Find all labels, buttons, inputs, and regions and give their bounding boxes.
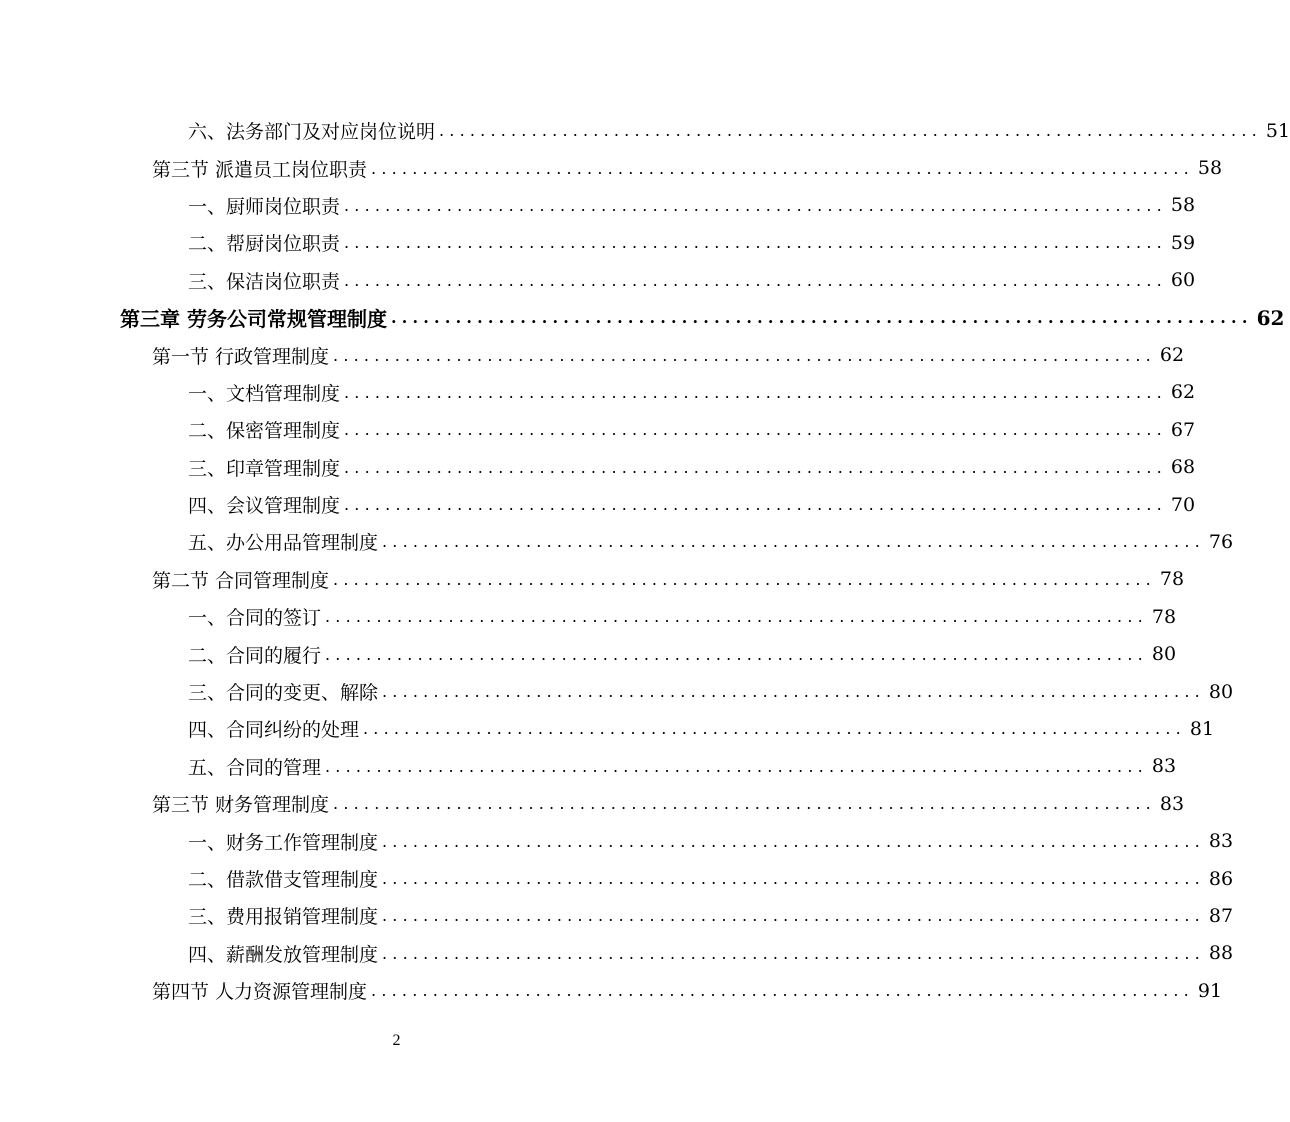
toc-leader-dots: ................................................................................ [390, 308, 1253, 328]
toc-entry-title: 一、合同的签订 [188, 603, 325, 630]
toc-leader-dots: ................................................................................ [325, 644, 1148, 664]
toc-entry-title: 五、合同的管理 [188, 753, 325, 780]
toc-entry[interactable] [0, 411, 1196, 448]
toc-entry-title: 四、合同纠纷的处理 [188, 715, 363, 742]
toc-entry-page: 83 [1151, 755, 1177, 778]
toc-leader-dots: ................................................................................ [382, 831, 1205, 851]
toc-entry-page: 58 [1170, 194, 1196, 217]
toc-entry[interactable] [0, 561, 1185, 598]
toc-entry-title: 四、薪酬发放管理制度 [188, 940, 382, 967]
toc-entry[interactable] [0, 299, 1285, 336]
toc-entry[interactable] [0, 635, 1177, 672]
toc-entry[interactable] [0, 598, 1177, 635]
toc-entry-page: 78 [1151, 605, 1177, 628]
toc-entry-title: 三、合同的变更、解除 [188, 678, 382, 705]
toc-entry-page: 76 [1208, 530, 1234, 553]
toc-leader-dots: ................................................................................ [344, 270, 1167, 290]
toc-entry-page: 62 [1170, 381, 1196, 404]
toc-leader-dots: ................................................................................ [344, 195, 1167, 215]
toc-leader-dots: ................................................................................ [371, 158, 1194, 178]
toc-entry-page: 91 [1197, 979, 1223, 1002]
toc-entry[interactable] [0, 187, 1196, 224]
toc-leader-dots: ................................................................................ [382, 943, 1205, 963]
toc-leader-dots: ................................................................................ [325, 607, 1148, 627]
toc-entry-page: 83 [1208, 830, 1234, 853]
toc-leader-dots: ................................................................................ [439, 121, 1262, 141]
toc-entry-page: 81 [1189, 717, 1215, 740]
table-of-contents [0, 112, 1290, 1009]
toc-leader-dots: ................................................................................ [333, 794, 1156, 814]
toc-entry-title: 一、厨师岗位职责 [188, 192, 344, 219]
toc-entry-page: 70 [1170, 493, 1196, 516]
toc-leader-dots: ................................................................................ [333, 345, 1156, 365]
toc-entry-title: 三、保洁岗位职责 [188, 267, 344, 294]
toc-entry-title: 二、借款借支管理制度 [188, 865, 382, 892]
toc-entry[interactable] [0, 673, 1234, 710]
toc-entry[interactable] [0, 860, 1234, 897]
toc-leader-dots: ................................................................................ [344, 233, 1167, 253]
toc-leader-dots: ................................................................................ [344, 495, 1167, 515]
toc-entry-title: 第二节 合同管理制度 [152, 566, 333, 593]
toc-entry[interactable] [0, 710, 1215, 747]
toc-entry-page: 58 [1197, 157, 1223, 180]
toc-entry-title: 第三节 财务管理制度 [152, 790, 333, 817]
toc-entry[interactable] [0, 224, 1196, 261]
toc-leader-dots: ................................................................................ [333, 569, 1156, 589]
toc-entry-title: 二、保密管理制度 [188, 416, 344, 443]
toc-entry-page: 68 [1170, 456, 1196, 479]
toc-entry[interactable] [0, 374, 1196, 411]
toc-leader-dots: ................................................................................ [344, 457, 1167, 477]
toc-entry-title: 一、文档管理制度 [188, 379, 344, 406]
toc-leader-dots: ................................................................................ [371, 981, 1194, 1001]
toc-entry[interactable] [0, 822, 1234, 859]
toc-entry[interactable] [0, 336, 1185, 373]
toc-entry-page: 80 [1208, 680, 1234, 703]
toc-entry-page: 86 [1208, 867, 1234, 890]
toc-entry-title: 四、会议管理制度 [188, 491, 344, 518]
toc-entry-page: 62 [1256, 305, 1285, 330]
toc-entry[interactable] [0, 897, 1234, 934]
toc-entry-title: 二、合同的履行 [188, 641, 325, 668]
toc-entry[interactable] [0, 112, 1290, 149]
toc-entry[interactable] [0, 785, 1185, 822]
toc-entry-title: 第三章 劳务公司常规管理制度 [120, 303, 391, 332]
toc-entry-title: 一、财务工作管理制度 [188, 828, 382, 855]
toc-entry-page: 78 [1159, 568, 1185, 591]
toc-entry-page: 87 [1208, 904, 1234, 927]
toc-entry-title: 第一节 行政管理制度 [152, 342, 333, 369]
toc-entry-page: 60 [1170, 269, 1196, 292]
toc-entry-title: 五、办公用品管理制度 [188, 528, 382, 555]
toc-leader-dots: ................................................................................ [382, 532, 1205, 552]
toc-entry[interactable] [0, 748, 1177, 785]
toc-entry[interactable] [0, 449, 1196, 486]
toc-leader-dots: ................................................................................ [363, 719, 1186, 739]
toc-entry-title: 二、帮厨岗位职责 [188, 229, 344, 256]
toc-entry[interactable] [0, 935, 1234, 972]
toc-entry-title: 第三节 派遣员工岗位职责 [152, 155, 371, 182]
toc-leader-dots: ................................................................................ [344, 382, 1167, 402]
toc-entry-page: 59 [1170, 231, 1196, 254]
toc-entry[interactable] [0, 486, 1196, 523]
page-number: 2 [392, 1032, 401, 1049]
toc-leader-dots: ................................................................................ [382, 682, 1205, 702]
toc-leader-dots: ................................................................................ [344, 420, 1167, 440]
toc-entry-title: 第四节 人力资源管理制度 [152, 977, 371, 1004]
toc-entry[interactable] [0, 262, 1196, 299]
toc-entry[interactable] [0, 523, 1234, 560]
toc-entry-title: 三、印章管理制度 [188, 454, 344, 481]
toc-entry-title: 六、法务部门及对应岗位说明 [188, 117, 439, 144]
toc-entry-page: 83 [1159, 792, 1185, 815]
toc-entry-page: 88 [1208, 942, 1234, 965]
toc-entry-page: 51 [1265, 119, 1290, 142]
toc-entry-page: 62 [1159, 344, 1185, 367]
toc-leader-dots: ................................................................................ [325, 756, 1148, 776]
toc-entry[interactable] [0, 972, 1223, 1009]
toc-entry-page: 80 [1151, 643, 1177, 666]
toc-entry-page: 67 [1170, 418, 1196, 441]
toc-entry[interactable] [0, 149, 1223, 186]
toc-leader-dots: ................................................................................ [382, 906, 1205, 926]
toc-entry-title: 三、费用报销管理制度 [188, 902, 382, 929]
toc-leader-dots: ................................................................................ [382, 869, 1205, 888]
